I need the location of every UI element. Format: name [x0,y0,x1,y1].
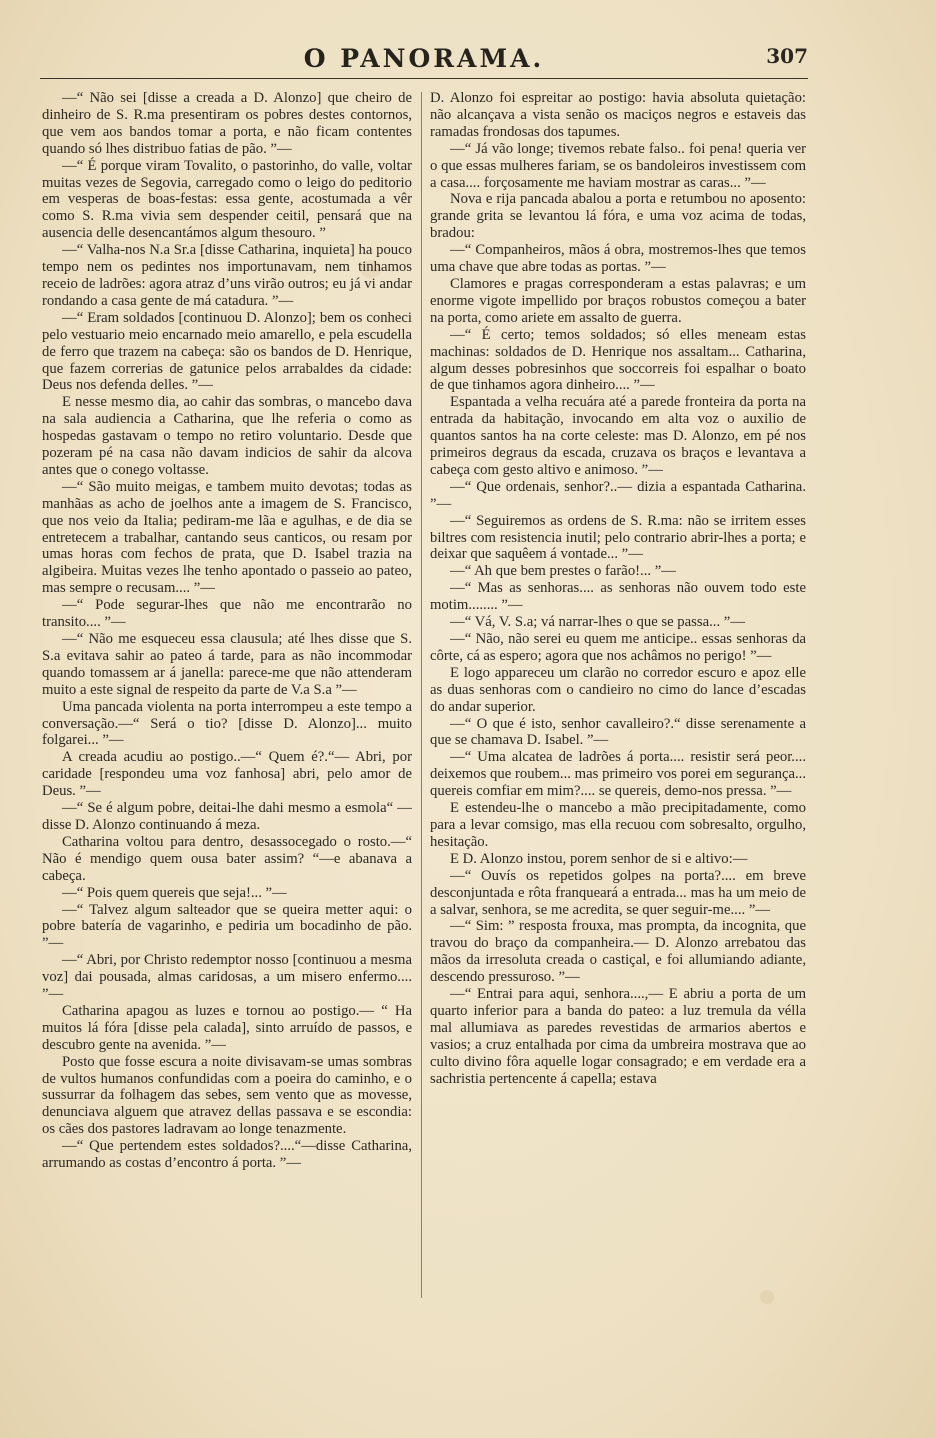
paragraph: —“ Eram soldados [continuou D. Alonzo]; bem os conheci pelo vestuario meio encarnado meio amarello, e pela escudella de ferro que trazem na cabeça: são os bandos de D. Henrique, que fazem correrias de gatunice pelos arrabaldes da cidade: Deus nos defenda delles. ”— [42,309,412,394]
paragraph: —“ Não sei [disse a creada a D. Alonzo] que cheiro de dinheiro de S. R.ma presentiram os pobres destes contornos, que vem aos bandos tomar a porta, e não ficam contentes quando só lhes distribuo fatias de pão. ”— [42,90,412,157]
header-rule [40,78,808,79]
paragraph: Espantada a velha recuára até a parede fronteira da porta na entrada da habitação, invocando em alta voz o auxilio de quantos santos ha na corte celeste: mas D. Alonzo, em pé nos primeiros degraus da escada, cruzava os braços e levantava a cabeça com gesto altivo e animoso. ”— [430,394,806,478]
foxing-stain [760,1290,774,1304]
paragraph: —“ Ah que bem prestes o farão!... ”— [450,563,676,580]
paragraph: Catharina voltou para dentro, desassocegado o rosto.—“ Não é mendigo quem ousa bater assim? “—e abanava a cabeça. [42,833,412,884]
paragraph: —“ É porque viram Tovalito, o pastorinho, do valle, voltar muitas vezes de Segovia, carregado como o leigo do peditorio em vesperas de boas-festas: essa gente, acostumada a vêr como S. R.ma vivia sem despender ceitil, pensará que na ausencia delle desencantámos algum thesouro. ” [42,157,412,242]
paragraph: —“ Companheiros, mãos á obra, mostremos-lhes que temos uma chave que abre todas as portas. ”— [430,242,806,276]
paragraph: —“ É certo; temos soldados; só elles meneam estas machinas: soldados de D. Henrique nos assaltam... Catharina, algum desses pobresinhos que soccorreis foi espalhar o boato de que tinhamos agora dinheiro.... ”— [430,326,806,394]
right-column [430,90,806,1087]
page-number: 307 [766,44,808,68]
paragraph: —“ Mas as senhoras.... as senhoras não ouvem todo este motim........ ”— [430,580,806,614]
paragraph: —“ Pois quem quereis que seja!... ”— [62,884,287,901]
paragraph: Clamores e pragas corresponderam a estas palavras; e um enorme vigote impellido por braços robustos começou a bater na porta, como ariete em assalto de guerra. [430,275,806,326]
paragraph: Nova e rija pancada abalou a porta e retumbou no aposento: grande grita se levantou lá fóra, e uma voz acima de todas, bradou: [430,191,806,242]
paragraph: —“ Que ordenais, senhor?..— dizia a espantada Catharina. ”— [430,478,806,512]
paragraph: —“ Já vão longe; tivemos rebate falso.. foi pena! queria ver o que essas mulheres fariam, se os bandoleiros investissem com a casa.... forçosamente me haviam mostrar as caras... ”— [430,140,806,191]
paragraph: —“ Que pertendem estes soldados?....“—disse Catharina, arrumando as costas d’encontro á porta. ”— [42,1138,412,1172]
paragraph: —“ Não me esqueceu essa clausula; até lhes disse que S. S.a evitava sahir ao pateo á tarde, para as não incommodar quando tomassem ar á janella: parece-me que não attenderam muito a este signal de respeito da parte de V.a S.a ”— [42,631,412,698]
paragraph: —“ Vá, V. S.a; vá narrar-lhes o que se passa... ”— [450,614,746,631]
paragraph: —“ Valha-nos N.a Sr.a [disse Catharina, inquieta] ha pouco tempo nem os pedintes nos importunavam, nem tinhamos receio de ladrões: agora atraz d’uns virão outros; eu já vi andar rondando a casa gente de má catadura. ”— [42,242,412,309]
paragraph: E estendeu-lhe o mancebo a mão precipitadamente, como para a levar comsigo, mas ella recuou com sobresalto, orgulho, hesitação. [430,800,806,850]
paragraph: —“ Pode segurar-lhes que não me encontrarão no transito.... ”— [42,597,412,631]
page-title: O PANORAMA. [303,44,545,73]
paragraph: —“ Ouvís os repetidos golpes na porta?.... em breve desconjuntada e rôta franqueará a entrada... mas ha um meio de a salvar, senhora, se me acredita, se quer seguir-me.... ”— [430,867,806,918]
paragraph: —“ O que é isto, senhor cavalleiro?.“ disse serenamente a que se chamava D. Isabel. ”— [430,715,806,749]
paragraph: —“ São muito meigas, e tambem muito devotas; todas as manhãas as acho de joelhos ante a imagem de S. Francisco, que nos veio da Italia; pediram-me lãa e agulhas, e de dia se entretecem a trabalhar, cantando seus canticos, ou resam por umas horas com fechos de prata, que D. Isabel trazia na algibeira. Muitas vezes lhe tenho apontado o passeio ao pateo, mas sempre o recusam.... ”— [42,478,412,597]
column-divider [421,92,422,1298]
paragraph: —“ Seguiremos as ordens de S. R.ma: não se irritem esses biltres com resistencia inutil; pelo contrario abrir-lhes a porta; e deixar que saquêem á vontade... ”— [430,512,806,563]
paragraph: —“ Uma alcatea de ladrões á porta.... resistir será peor.... deixemos que roubem... mas primeiro vos porei em segurança... quereis comfiar em mim?.... se quereis, demo-nos pressa. ”— [430,749,806,800]
paragraph: —“ Se é algum pobre, deitai-lhe dahi mesmo a esmola“ —disse D. Alonzo continuando á meza. [42,800,412,833]
paragraph: Uma pancada violenta na porta interrompeu a este tempo a conversação.—“ Será o tio? [disse D. Alonzo]... muito folgarei... ”— [42,698,412,749]
running-head [40,40,808,74]
paragraph: D. Alonzo foi espreitar ao postigo: havia absoluta quietação: não alcançava a vista senão os maciços negros e estaveis das ramadas frondosas dos tapumes. [430,90,806,140]
paragraph: —“ Abri, por Christo redemptor nosso [continuou a mesma voz] dai pousada, almas caridosas, a um misero enfermo.... ”— [42,952,412,1003]
paragraph: —“ Sim: ” resposta frouxa, mas prompta, da incognita, que travou do braço da companheira.— D. Alonzo arrebatou das mãos da irresoluta creada o castiçal, e foi allumiando adiante, descendo pressuroso. ”— [430,918,806,986]
paragraph: E logo appareceu um clarão no corredor escuro e apoz elle as duas senhoras com o candieiro no cimo do lance d’escadas do andar superior. [430,664,806,715]
paragraph: —“ Entrai para aqui, senhora....,— E abriu a porta de um quarto inferior para a banda do pateo: a luz tremula da vélla mal allumiava as paredes revestidas de armarios abertos e vasios; a cruz entalhada por cima da umbreira mostrava que ao culto divino fôra aquelle logar consagrado; e em verdade era a sachristia pertencente á capella; estava [430,986,806,1087]
paragraph: Posto que fosse escura a noite divisavam-se umas sombras de vultos humanos confundidas com a poeira do caminho, e o sussurrar da folhagem das sebes, sem vento que as movesse, denunciava alguem que atravez dellas passava e se escondia: os cães dos pastores ladravam ao longe tenazmente. [42,1053,412,1138]
paragraph: —“ Talvez algum salteador que se queira metter aqui: o pobre batería de vagarinho, e pediria um bocadinho de pão. ”— [42,901,412,952]
paragraph: A creada acudiu ao postigo..—“ Quem é?.“— Abri, por caridade [respondeu uma voz fanhosa] abri, pelo amor de Deus. ”— [42,749,412,800]
left-column [42,90,412,1172]
paragraph: Catharina apagou as luzes e tornou ao postigo.— “ Ha muitos lá fóra [disse pela calada], sinto arruído de passos, e descubro gente na avenida. ”— [42,1002,412,1053]
paragraph: E D. Alonzo instou, porem senhor de si e altivo:— [450,850,748,867]
paragraph: E nesse mesmo dia, ao cahir das sombras, o mancebo dava na sala audiencia a Catharina, que lhe referia o como as hospedas gastavam o tempo no retiro voluntario. Desde que pozeram pé na casa não davam indicios de sahir da alcova antes que o conego voltasse. [42,394,412,478]
paragraph: —“ Não, não serei eu quem me anticipe.. essas senhoras da côrte, cá as espero; agora que nos achâmos no perigo! ”— [430,631,806,664]
